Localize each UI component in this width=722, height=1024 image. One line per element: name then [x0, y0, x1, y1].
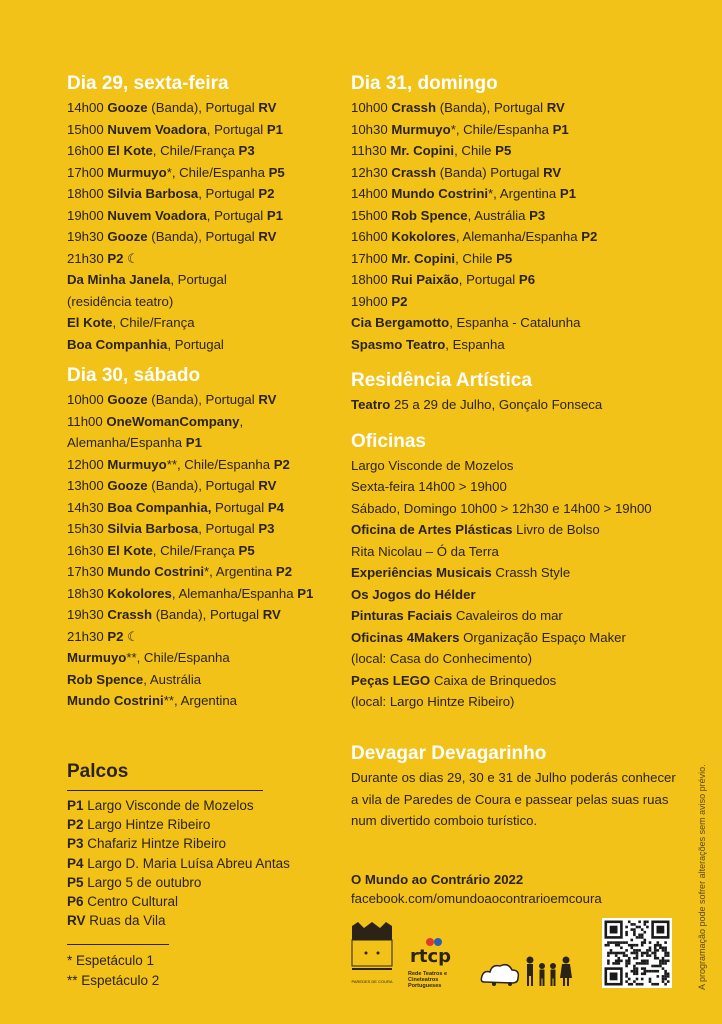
schedule-line: [67, 518, 337, 540]
day31-list: [351, 97, 681, 355]
line-info: (Banda), Portugal: [147, 100, 259, 115]
palco-item: [67, 796, 267, 815]
line-time: 15h30: [67, 521, 108, 536]
rtcp-logo: [408, 936, 470, 988]
line-name: Mundo Costrini: [67, 693, 164, 708]
line-time: 19h00: [67, 207, 108, 223]
schedule-line: [351, 584, 681, 606]
line-info: , Alemanha/Espanha: [455, 229, 582, 244]
right-column: [351, 72, 681, 713]
line-info: **, Chile/Espanha: [126, 650, 230, 665]
line-name: El Kote: [107, 143, 153, 158]
palco-place: Largo Visconde de Mozelos: [83, 798, 254, 813]
line-name: Mr. Copini: [390, 143, 455, 158]
schedule-line: [351, 605, 681, 627]
schedule-line: [351, 627, 681, 649]
schedule-line: [351, 670, 681, 692]
schedule-line: [67, 647, 337, 669]
line-name: Teatro: [351, 397, 391, 412]
palco-code: P6: [67, 894, 84, 910]
line-stage: RV: [546, 100, 565, 115]
schedule-line: [351, 269, 681, 291]
schedule-line: [351, 119, 681, 141]
schedule-line: [67, 432, 337, 454]
palco-item: [67, 854, 290, 873]
line-info: (Banda), Portugal: [147, 478, 259, 493]
line-stage: P2: [391, 293, 408, 309]
line-name: Pinturas Faciais: [351, 608, 453, 623]
devagar-section: [351, 742, 681, 832]
day30-list: [67, 389, 337, 712]
line-info: , Portugal: [458, 272, 519, 287]
line-stage: P5: [495, 143, 512, 158]
rtcp-mark: rtcp: [410, 946, 452, 966]
day31-heading: Dia 31, domingo: [351, 73, 498, 94]
line-name: Silvia Barbosa: [107, 186, 199, 201]
oficinas-heading: Oficinas: [351, 430, 426, 452]
line-info: *, Argentina: [204, 564, 276, 579]
line-info: , Portugal: [167, 336, 224, 352]
palco-place: Largo 5 de outubro: [83, 874, 202, 890]
line-time: 19h30: [67, 229, 108, 244]
line-info: , Chile/França: [152, 542, 239, 558]
line-name: Mundo Costrini: [107, 564, 205, 579]
line-name: Silvia Barbosa: [107, 521, 199, 536]
schedule-line: [351, 394, 681, 416]
palco-place: Largo D. Maria Luísa Abreu Antas: [83, 855, 290, 871]
line-info: Sábado, Domingo 10h00 > 12h30 e 14h00 > 19h00: [351, 500, 652, 516]
schedule-line: [67, 226, 337, 248]
line-info: (local: Largo Hintze Ribeiro): [351, 694, 515, 709]
schedule-line: [67, 205, 337, 227]
palco-item: [67, 892, 267, 911]
palcos-list: [67, 796, 290, 930]
schedule-line: [351, 562, 681, 584]
line-name: Gooze: [107, 478, 148, 493]
line-info: , Portugal: [198, 521, 259, 536]
schedule-line: [67, 497, 337, 519]
line-stage: P2: [107, 250, 124, 266]
disclaimer-text: A programação pode sofrer alterações sem aviso prévio.: [697, 764, 707, 990]
line-stage: RV: [258, 100, 277, 115]
line-info: , Chile/França: [112, 315, 195, 330]
moon-icon: ☾: [123, 628, 139, 644]
day30-heading: Dia 30, sábado: [67, 365, 201, 386]
palcos-section: [67, 760, 290, 930]
schedule-line: [67, 119, 337, 141]
line-info: (Banda), Portugal: [152, 607, 263, 622]
line-stage: P5: [238, 542, 255, 558]
schedule-line: [351, 648, 681, 670]
line-name: Gooze: [107, 229, 148, 244]
line-info: Cavaleiros do mar: [452, 608, 563, 623]
line-info: , Austrália: [467, 207, 530, 223]
schedule-line: [67, 389, 337, 411]
line-info: , Alemanha/Espanha: [171, 585, 298, 601]
line-info: *, Chile/Espanha: [166, 164, 269, 180]
note-2: ** Espetáculo 2: [67, 973, 160, 988]
line-name: Oficinas 4Makers: [351, 629, 460, 645]
line-stage: RV: [258, 229, 277, 244]
line-name: OneWomanCompany: [106, 413, 240, 429]
left-column: [67, 72, 337, 712]
line-name: Os Jogos do Hélder: [351, 586, 476, 602]
schedule-line: [351, 291, 681, 313]
schedule-line: [67, 97, 337, 119]
line-time: 18h00: [351, 272, 392, 287]
line-stage: P2: [581, 229, 598, 244]
line-info: Alemanha/Espanha: [67, 435, 186, 450]
line-time: 14h30: [67, 499, 108, 515]
line-info: (Banda), Portugal: [147, 229, 259, 244]
line-stage: P5: [268, 164, 285, 180]
schedule-line: [67, 561, 337, 583]
line-time: 10h00: [67, 392, 108, 407]
line-stage: P2: [275, 564, 293, 579]
palco-item: [67, 873, 267, 892]
palco-item: [67, 834, 267, 853]
line-name: Rui Paixão: [391, 272, 459, 287]
line-stage: RV: [262, 607, 281, 622]
line-name: El Kote: [107, 542, 153, 558]
schedule-line: [67, 334, 337, 356]
line-name: Mr. Copini: [391, 250, 456, 266]
line-stage: P3: [238, 143, 255, 158]
line-stage: P2: [273, 456, 290, 472]
line-name: Rob Spence: [391, 207, 468, 223]
line-info: **, Chile/Espanha: [166, 456, 274, 472]
line-name: Murmuyo: [67, 650, 127, 665]
line-name: Crassh: [391, 100, 437, 115]
qr-code-icon[interactable]: [602, 918, 672, 988]
line-stage: P2: [258, 186, 275, 201]
line-stage: P5: [496, 250, 513, 266]
line-name: El Kote: [67, 315, 113, 330]
line-time: 17h00: [351, 250, 392, 266]
line-name: Crassh: [107, 607, 153, 622]
line-info: (residência teatro): [67, 293, 174, 309]
line-info: , Chile: [455, 250, 497, 266]
line-stage: P3: [529, 207, 546, 223]
devagar-heading: Devagar Devagarinho: [351, 743, 547, 764]
schedule-line: [67, 411, 337, 433]
palco-place: Centro Cultural: [83, 894, 179, 910]
line-info: , Portugal: [170, 272, 227, 287]
family-train-logo: [480, 950, 582, 990]
schedule-line: [67, 312, 337, 334]
line-info: (Banda) Portugal: [436, 164, 544, 180]
line-name: Murmuyo: [107, 456, 167, 472]
line-time: 19h30: [67, 607, 108, 622]
line-name: Nuvem Voadora: [107, 121, 207, 137]
line-name: Oficina de Artes Plásticas: [351, 522, 513, 537]
notes-section: [67, 944, 169, 991]
line-time: 10h00: [351, 100, 392, 115]
residencia-heading: Residência Artística: [351, 370, 532, 391]
paredes-de-coura-logo: [350, 922, 394, 982]
line-time: 12h30: [351, 164, 392, 180]
line-info: Rita Nicolau – Ó da Terra: [351, 543, 499, 559]
schedule-line: [351, 476, 681, 498]
line-info: (Banda), Portugal: [436, 100, 547, 115]
schedule-line: [351, 140, 681, 162]
oficinas-list: [351, 455, 681, 713]
line-info: (Banda), Portugal: [147, 392, 259, 407]
line-info: Caixa de Brinquedos: [430, 672, 557, 688]
line-info: (local: Casa do Conhecimento): [351, 651, 533, 666]
festival-title: O Mundo ao Contrário 2022: [351, 872, 524, 887]
palco-item: [67, 911, 267, 930]
line-name: Spasmo Teatro: [351, 336, 446, 352]
palco-code: RV: [67, 913, 86, 929]
line-info: , Chile/França: [152, 143, 239, 158]
facebook-link[interactable]: facebook.com/omundoaocontrarioemcoura: [351, 891, 602, 906]
schedule-line: [351, 455, 681, 477]
line-time: 16h00: [67, 143, 108, 158]
line-info: *, Chile/Espanha: [450, 121, 553, 137]
schedule-line: [351, 183, 681, 205]
line-time: 15h00: [351, 207, 392, 223]
line-time: 12h00: [67, 456, 108, 472]
line-time: 15h00: [67, 121, 108, 137]
line-info: Portugal: [211, 499, 268, 515]
paredes-logo-text: PAREDES DE COURA: [351, 979, 393, 984]
schedule-line: [351, 541, 681, 563]
moon-icon: ☾: [123, 250, 139, 266]
line-info: Organização Espaço Maker: [459, 629, 626, 645]
schedule-line: [351, 334, 681, 356]
line-stage: P1: [266, 207, 284, 223]
line-time: 16h00: [351, 229, 392, 244]
schedule-line: [67, 626, 337, 648]
line-time: 18h00: [67, 186, 108, 201]
line-name: Nuvem Voadora: [107, 207, 207, 223]
line-name: Experiências Musicais: [351, 565, 492, 580]
line-info: Largo Visconde de Mozelos: [351, 457, 514, 473]
schedule-line: [67, 140, 337, 162]
palco-place: Chafariz Hintze Ribeiro: [83, 836, 227, 852]
palco-code: P3: [67, 836, 84, 852]
schedule-line: [67, 540, 337, 562]
schedule-line: [351, 248, 681, 270]
line-stage: P1: [266, 121, 284, 137]
line-time: 11h30: [351, 143, 391, 158]
line-name: Da Minha Janela: [67, 272, 171, 287]
festival-info: [351, 870, 602, 908]
schedule-line: [351, 226, 681, 248]
line-name: Gooze: [107, 392, 148, 407]
line-stage: P6: [518, 272, 536, 287]
schedule-line: [67, 162, 337, 184]
rtcp-text: Rede Teatros e Cineteatros Portugueses: [408, 971, 448, 989]
palcos-heading: Palcos: [67, 761, 129, 782]
day29-list: [67, 97, 337, 355]
schedule-line: [351, 312, 681, 334]
line-name: Murmuyo: [107, 164, 167, 180]
schedule-line: [351, 691, 681, 713]
palco-place: Largo Hintze Ribeiro: [83, 817, 211, 833]
line-info: , Portugal: [206, 121, 267, 137]
line-name: Murmuyo: [391, 121, 451, 137]
schedule-line: [67, 583, 337, 605]
line-time: 17h30: [67, 564, 108, 579]
line-time: 19h00: [351, 293, 392, 309]
palco-code: P2: [67, 817, 84, 833]
line-name: Gooze: [107, 100, 148, 115]
line-name: Boa Companhia,: [107, 499, 212, 515]
line-time: 10h30: [351, 121, 392, 137]
line-stage: RV: [258, 478, 277, 493]
line-time: 11h00: [67, 413, 107, 429]
line-name: Mundo Costrini: [391, 186, 489, 201]
line-info: , Austrália: [143, 671, 202, 687]
schedule-line: [351, 498, 681, 520]
line-info: 25 a 29 de Julho, Gonçalo Fonseca: [390, 397, 603, 412]
line-stage: P1: [185, 435, 202, 450]
line-name: Crassh: [391, 164, 437, 180]
line-time: 14h00: [67, 100, 108, 115]
line-stage: P1: [559, 186, 577, 201]
line-info: ,: [239, 413, 244, 429]
schedule-line: [351, 97, 681, 119]
line-time: 13h00: [67, 478, 108, 493]
line-time: 21h30: [67, 628, 108, 644]
line-stage: RV: [258, 392, 277, 407]
schedule-line: [67, 669, 337, 691]
schedule-line: [67, 183, 337, 205]
palco-item: [67, 815, 267, 834]
line-name: Kokolores: [107, 585, 172, 601]
line-name: Boa Companhia: [67, 336, 168, 352]
line-info: **, Argentina: [163, 693, 238, 708]
schedule-line: [67, 690, 337, 712]
line-stage: P3: [258, 521, 275, 536]
schedule-line: [351, 162, 681, 184]
day29-heading: Dia 29, sexta-feira: [67, 73, 229, 94]
line-info: , Portugal: [198, 186, 259, 201]
palco-code: P4: [67, 855, 84, 871]
palcos-divider: [67, 790, 263, 791]
line-name: Peças LEGO: [351, 672, 431, 688]
line-info: , Espanha: [445, 336, 505, 352]
line-stage: RV: [543, 164, 562, 180]
palco-place: Ruas da Vila: [85, 913, 166, 929]
schedule-line: [67, 475, 337, 497]
line-time: 18h30: [67, 585, 108, 601]
schedule-line: [67, 454, 337, 476]
line-info: *, Argentina: [488, 186, 560, 201]
palco-code: P1: [67, 798, 84, 813]
line-stage: P4: [267, 499, 284, 515]
line-time: 17h00: [67, 164, 108, 180]
line-info: , Portugal: [206, 207, 267, 223]
schedule-line: [67, 269, 337, 291]
schedule-line: [67, 604, 337, 626]
line-name: Kokolores: [391, 229, 456, 244]
logo-strip: [350, 918, 680, 994]
line-info: , Espanha - Catalunha: [449, 315, 581, 330]
schedule-line: [67, 291, 337, 313]
line-stage: P1: [297, 585, 314, 601]
line-name: Rob Spence: [67, 671, 144, 687]
line-time: 16h30: [67, 542, 108, 558]
line-name: Cia Bergamotto: [351, 315, 450, 330]
line-time: 14h00: [351, 186, 392, 201]
line-time: 21h30: [67, 250, 108, 266]
palco-code: P5: [67, 874, 84, 890]
line-stage: P2: [107, 628, 124, 644]
line-info: Crassh Style: [491, 565, 571, 580]
note-1: * Espetáculo 1: [67, 953, 155, 968]
line-info: Livro de Bolso: [512, 522, 600, 537]
devagar-text: Durante os dias 29, 30 e 31 de Julho poderás conhecer a vila de Paredes de Coura e passear pelas suas ruas num divertido comboio turístico.: [351, 770, 676, 828]
line-info: , Chile: [454, 143, 496, 158]
schedule-line: [351, 519, 681, 541]
line-info: Sexta-feira 14h00 > 19h00: [351, 479, 507, 494]
schedule-line: [351, 205, 681, 227]
notes-divider: [67, 944, 169, 945]
schedule-line: [67, 248, 337, 270]
residencia-list: [351, 394, 681, 416]
line-stage: P1: [552, 121, 569, 137]
